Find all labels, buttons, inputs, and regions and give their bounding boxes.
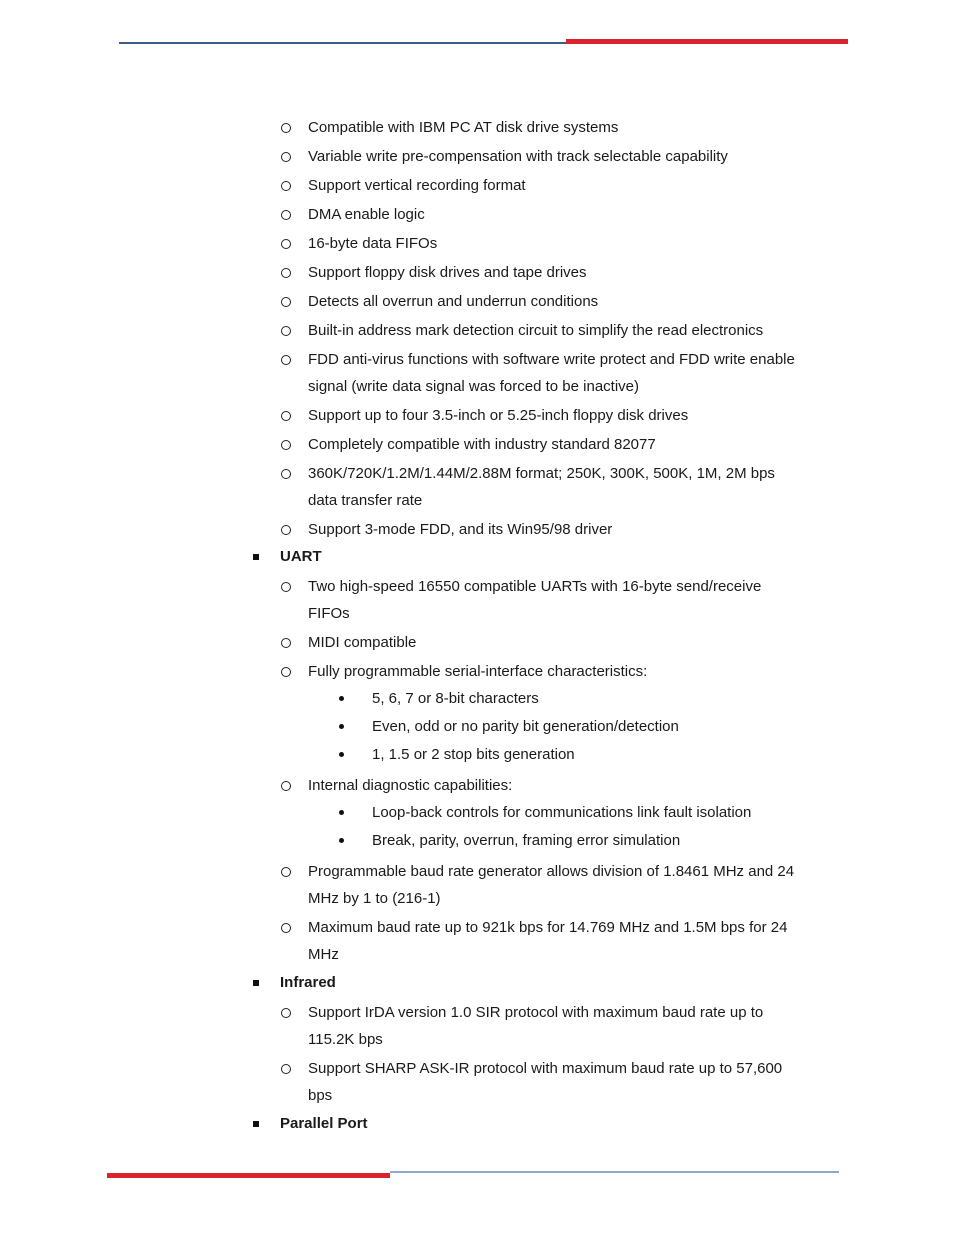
list-item-text: 16-byte data FIFOs — [308, 235, 438, 252]
list-item-text: Loop-back controls for communications link fault isolation — [372, 804, 752, 821]
list-item-text: signal (write data signal was forced to be inactive) — [308, 378, 639, 395]
header-rule-blue — [119, 42, 567, 44]
dot-bullet-icon — [339, 724, 344, 729]
hollow-circle-bullet-icon — [281, 1008, 291, 1018]
list-item-text: Support vertical recording format — [308, 177, 526, 194]
hollow-circle-bullet-icon — [281, 582, 291, 592]
list-item-text: 360K/720K/1.2M/1.44M/2.88M format; 250K, 300K, 500K, 1M, 2M bps — [308, 465, 775, 482]
square-bullet-icon — [253, 1121, 259, 1127]
hollow-circle-bullet-icon — [281, 469, 291, 479]
list-item-text: Built-in address mark detection circuit to simplify the read electronics — [308, 322, 764, 339]
list-item-text: Break, parity, overrun, framing error simulation — [372, 832, 681, 849]
list-item-text: Support up to four 3.5-inch or 5.25-inch floppy disk drives — [308, 407, 689, 424]
list-item-text: data transfer rate — [308, 492, 423, 509]
hollow-circle-bullet-icon — [281, 867, 291, 877]
list-item-text: FIFOs — [308, 605, 350, 622]
list-item-text: 5, 6, 7 or 8-bit characters — [372, 690, 539, 707]
dot-bullet-icon — [339, 810, 344, 815]
hollow-circle-bullet-icon — [281, 440, 291, 450]
hollow-circle-bullet-icon — [281, 667, 291, 677]
hollow-circle-bullet-icon — [281, 355, 291, 365]
list-item-text: Even, odd or no parity bit generation/detection — [372, 718, 679, 735]
list-item-text: Maximum baud rate up to 921k bps for 14.769 MHz and 1.5M bps for 24 — [308, 919, 788, 936]
hollow-circle-bullet-icon — [281, 923, 291, 933]
list-item-text: Support floppy disk drives and tape drives — [308, 264, 587, 281]
hollow-circle-bullet-icon — [281, 210, 291, 220]
hollow-circle-bullet-icon — [281, 123, 291, 133]
hollow-circle-bullet-icon — [281, 268, 291, 278]
list-item-text: Fully programmable serial-interface characteristics: — [308, 663, 648, 680]
list-item-text: Two high-speed 16550 compatible UARTs with 16-byte send/receive — [308, 578, 762, 595]
list-item-text: 115.2K bps — [308, 1031, 383, 1048]
list-item-text: Support IrDA version 1.0 SIR protocol with maximum baud rate up to — [308, 1004, 764, 1021]
list-item-text: Completely compatible with industry standard 82077 — [308, 436, 656, 453]
hollow-circle-bullet-icon — [281, 638, 291, 648]
dot-bullet-icon — [339, 752, 344, 757]
list-item-text: DMA enable logic — [308, 206, 425, 223]
header-rule-red — [566, 39, 848, 44]
list-item-text: 1, 1.5 or 2 stop bits generation — [372, 746, 575, 763]
list-item-text: MHz — [308, 946, 339, 963]
list-item-text: Detects all overrun and underrun conditions — [308, 293, 599, 310]
list-item-text: Internal diagnostic capabilities: — [308, 777, 513, 794]
list-item-text: MIDI compatible — [308, 634, 417, 651]
hollow-circle-bullet-icon — [281, 1064, 291, 1074]
list-item-text: Programmable baud rate generator allows division of 1.8461 MHz and 24 — [308, 863, 795, 880]
square-bullet-icon — [253, 980, 259, 986]
section-heading: Parallel Port — [280, 1115, 368, 1132]
dot-bullet-icon — [339, 696, 344, 701]
hollow-circle-bullet-icon — [281, 326, 291, 336]
square-bullet-icon — [253, 554, 259, 560]
list-item-text: Compatible with IBM PC AT disk drive systems — [308, 119, 619, 136]
hollow-circle-bullet-icon — [281, 411, 291, 421]
list-item-text: MHz by 1 to (216-1) — [308, 890, 441, 907]
section-heading: Infrared — [280, 974, 336, 991]
footer-rule-red — [107, 1173, 390, 1178]
hollow-circle-bullet-icon — [281, 239, 291, 249]
hollow-circle-bullet-icon — [281, 152, 291, 162]
hollow-circle-bullet-icon — [281, 525, 291, 535]
hollow-circle-bullet-icon — [281, 181, 291, 191]
list-item-text: bps — [308, 1087, 333, 1104]
list-item-text: FDD anti-virus functions with software write protect and FDD write enable — [308, 351, 795, 368]
list-item-text: Support 3-mode FDD, and its Win95/98 driver — [308, 521, 613, 538]
dot-bullet-icon — [339, 838, 344, 843]
section-heading: UART — [280, 548, 322, 565]
hollow-circle-bullet-icon — [281, 781, 291, 791]
footer-rule-blue — [390, 1171, 839, 1173]
list-item-text: Support SHARP ASK-IR protocol with maximum baud rate up to 57,600 — [308, 1060, 783, 1077]
hollow-circle-bullet-icon — [281, 297, 291, 307]
list-item-text: Variable write pre-compensation with track selectable capability — [308, 148, 728, 165]
